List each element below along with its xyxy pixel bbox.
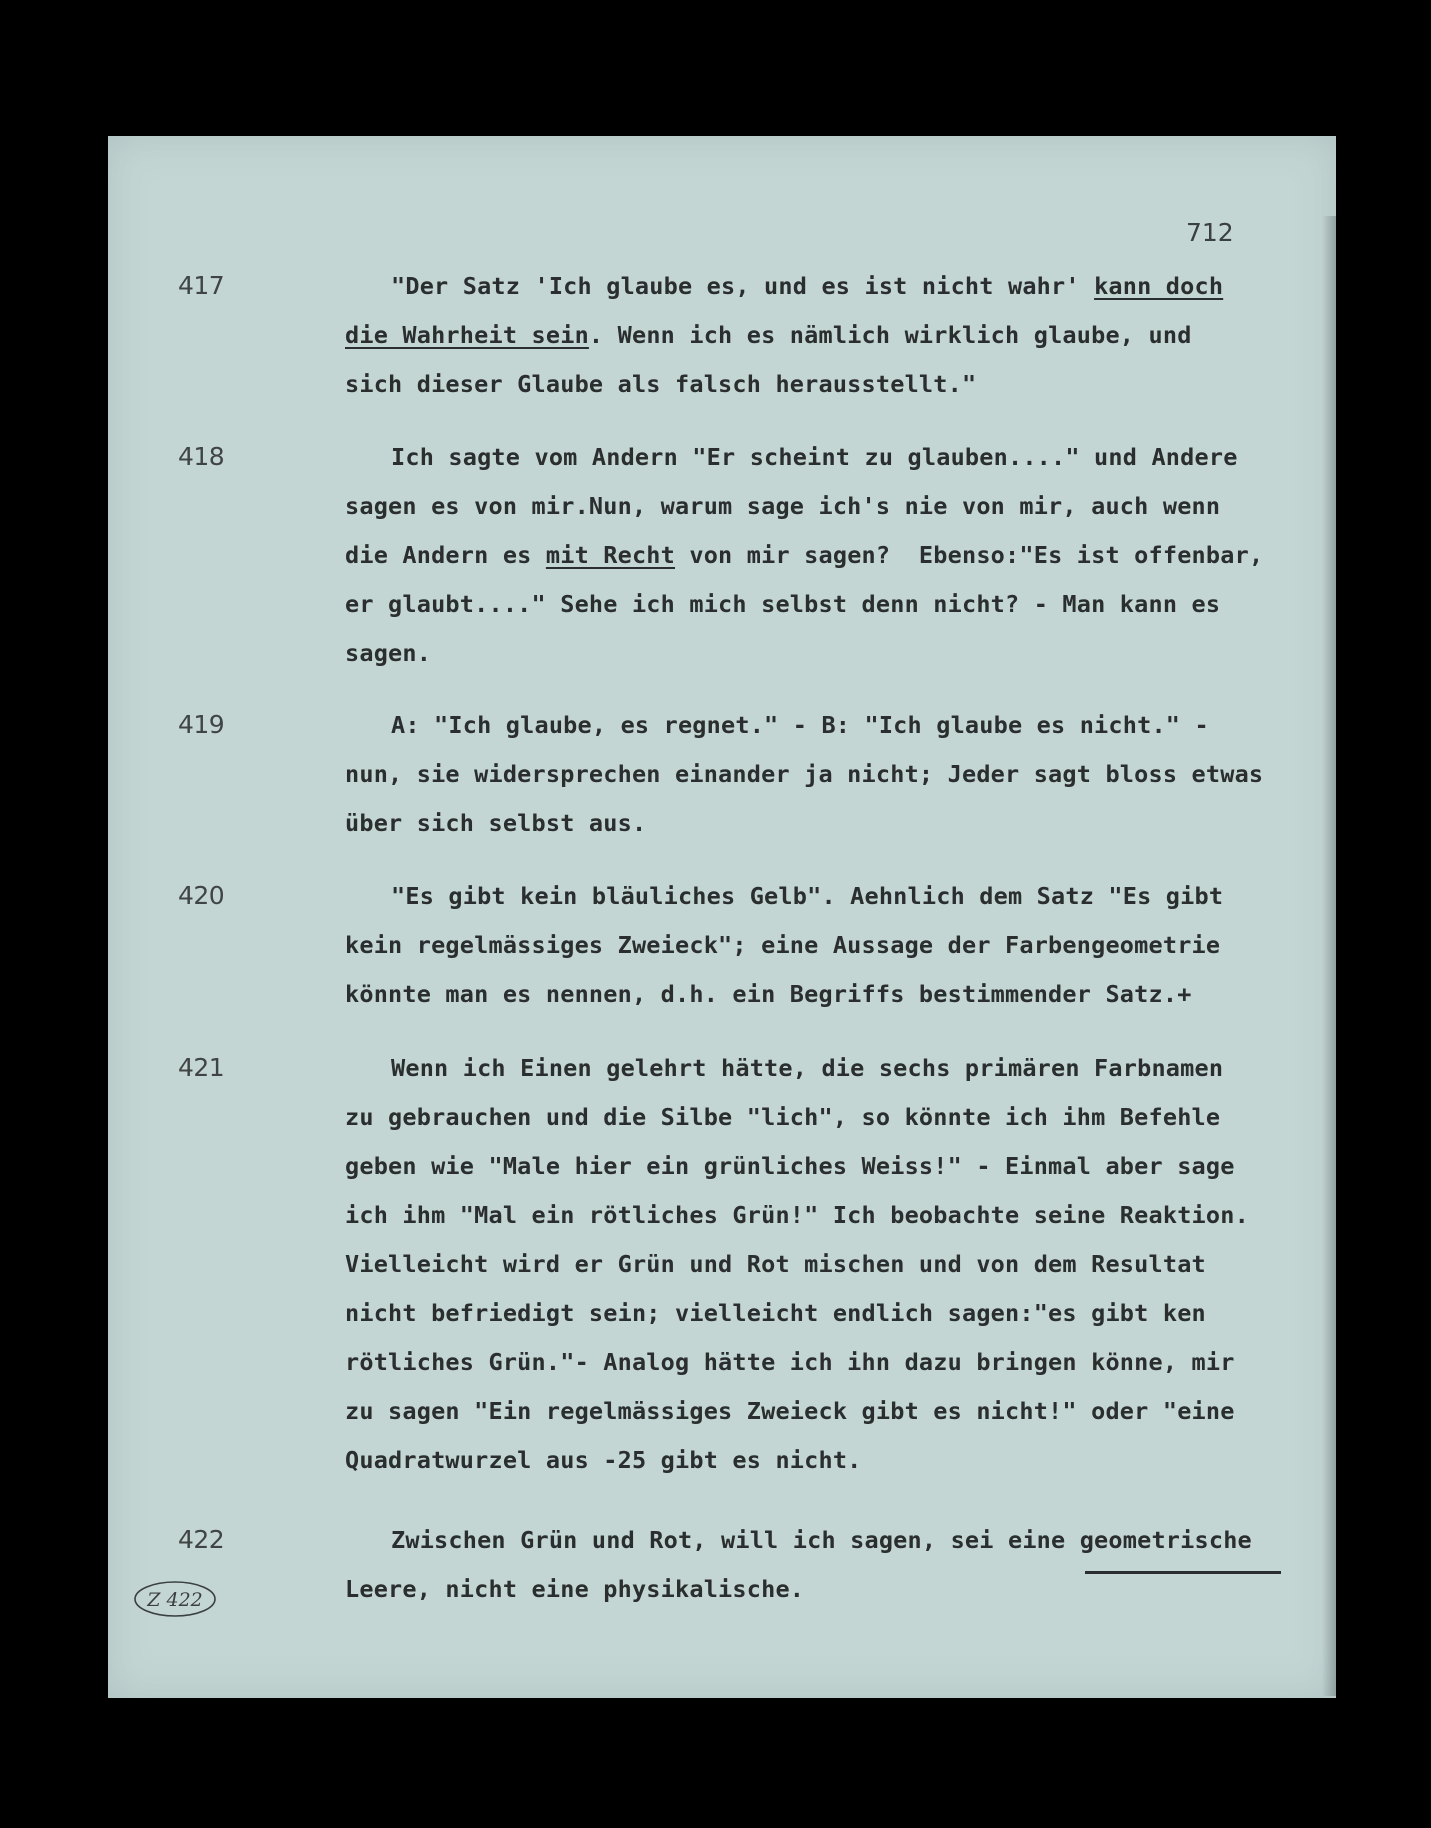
remark-text: [345, 1044, 1325, 1485]
text-line: [345, 1338, 1325, 1387]
text-segment: über sich selbst aus.: [345, 809, 647, 837]
text-segment: sagen es von mir.Nun, warum sage ich's nie von mir, auch wenn: [345, 492, 1221, 520]
text-segment: von mir sagen? Ebenso:"Es ist offenbar,: [675, 541, 1264, 569]
text-line: [345, 311, 1325, 360]
text-line: [345, 1191, 1325, 1240]
text-segment: "Es gibt kein bläuliches Gelb". Aehnlich dem Satz "Es gibt: [391, 882, 1224, 910]
text-segment: nicht befriedigt sein; vielleicht endlich sagen:"es gibt ken: [345, 1299, 1206, 1327]
text-line: [345, 531, 1325, 580]
text-segment: Wenn ich Einen gelehrt hätte, die sechs primären Farbnamen: [391, 1054, 1224, 1082]
annotation-text: Z 422: [147, 1589, 203, 1611]
text-segment: die Andern es: [345, 541, 546, 569]
text-segment: Zwischen Grün und Rot, will ich sagen, sei eine geometrische: [391, 1526, 1252, 1554]
underlined-phrase: die Wahrheit sein: [345, 321, 589, 349]
text-segment: er glaubt...." Sehe ich mich selbst denn nicht? - Man kann es: [345, 590, 1221, 618]
text-line: [345, 701, 1325, 750]
remark-text: [345, 1516, 1325, 1614]
text-segment: Vielleicht wird er Grün und Rot mischen und von dem Resultat: [345, 1250, 1206, 1278]
underlined-phrase: kann doch: [1094, 272, 1224, 300]
text-line: [345, 1142, 1325, 1191]
text-line: [345, 1516, 1325, 1565]
text-segment: Ich sagte vom Andern "Er scheint zu glauben...." und Andere: [391, 443, 1238, 471]
text-segment: nun, sie widersprechen einander ja nicht; Jeder sagt bloss etwas: [345, 760, 1264, 788]
remark-number: 418: [178, 442, 225, 471]
text-segment: Quadratwurzel aus -25 gibt es nicht.: [345, 1446, 862, 1474]
remark-number: 421: [178, 1053, 225, 1082]
remark-number: 422: [178, 1525, 225, 1554]
remark-text: [345, 433, 1325, 678]
remark-number: 417: [178, 271, 225, 300]
text-segment: A: "Ich glaube, es regnet." - B: "Ich glaube es nicht." -: [391, 711, 1209, 739]
text-segment: könnte man es nennen, d.h. ein Begriffs bestimmender Satz.+: [345, 980, 1192, 1008]
text-line: [345, 750, 1325, 799]
text-line: [345, 580, 1325, 629]
text-line: [345, 872, 1325, 921]
text-line: [345, 1436, 1325, 1485]
text-segment: rötliches Grün."- Analog hätte ich ihn dazu bringen könne, mir: [345, 1348, 1235, 1376]
page-number: 712: [1186, 218, 1234, 247]
remark-number: 420: [178, 881, 225, 910]
text-line: [345, 262, 1325, 311]
text-line: [345, 482, 1325, 531]
text-segment: zu gebrauchen und die Silbe "lich", so könnte ich ihm Befehle: [345, 1103, 1221, 1131]
text-line: [345, 921, 1325, 970]
text-line: [345, 629, 1325, 678]
text-line: [345, 1387, 1325, 1436]
text-line: [345, 1093, 1325, 1142]
text-line: [345, 1044, 1325, 1093]
remark-text: [345, 262, 1325, 409]
remark-text: [345, 872, 1325, 1019]
text-line: [345, 799, 1325, 848]
text-segment: sagen.: [345, 639, 432, 667]
handwritten-margin-annotation: [132, 1579, 218, 1619]
text-segment: . Wenn ich es nämlich wirklich glaube, und: [588, 321, 1192, 349]
closing-rule: [1085, 1571, 1281, 1574]
typescript-page: [108, 136, 1336, 1698]
text-segment: "Der Satz 'Ich glaube es, und es ist nicht wahr': [391, 272, 1095, 300]
text-line: [345, 970, 1325, 1019]
underlined-phrase: mit Recht: [545, 541, 676, 569]
remark-text: [345, 701, 1325, 848]
text-segment: sich dieser Glaube als falsch herausstellt.": [345, 370, 977, 398]
text-segment: Leere, nicht eine physikalische.: [345, 1575, 805, 1603]
text-line: [345, 1289, 1325, 1338]
text-line: [345, 433, 1325, 482]
text-line: [345, 1240, 1325, 1289]
remark-number: 419: [178, 710, 225, 739]
text-line: [345, 360, 1325, 409]
text-segment: kein regelmässiges Zweieck"; eine Aussage der Farbengeometrie: [345, 931, 1221, 959]
text-segment: zu sagen "Ein regelmässiges Zweieck gibt es nicht!" oder "eine: [345, 1397, 1235, 1425]
text-segment: geben wie "Male hier ein grünliches Weiss!" - Einmal aber sage: [345, 1152, 1235, 1180]
text-segment: ich ihm "Mal ein rötliches Grün!" Ich beobachte seine Reaktion.: [345, 1201, 1249, 1229]
